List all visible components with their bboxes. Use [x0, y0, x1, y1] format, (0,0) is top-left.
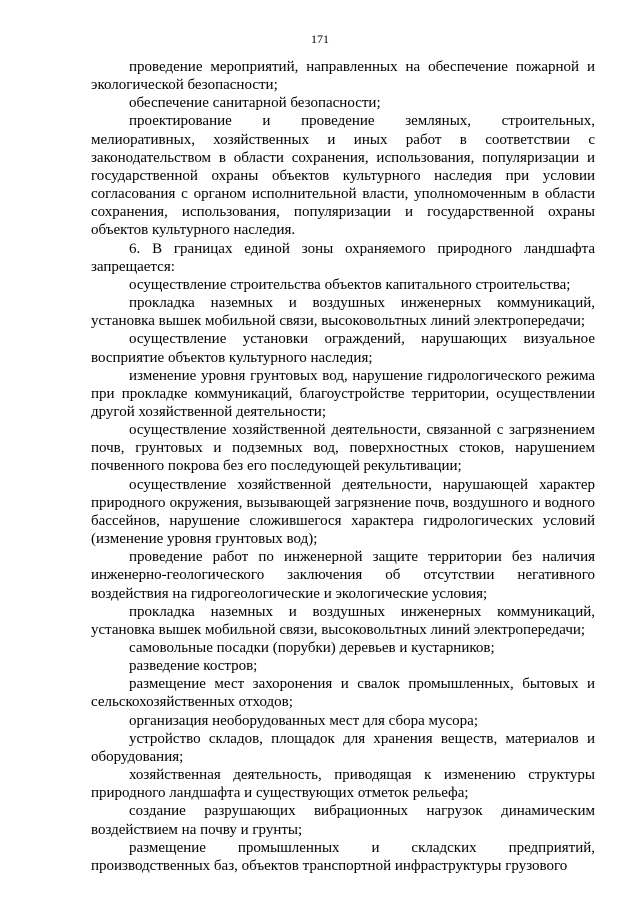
paragraph: прокладка наземных и воздушных инженерных коммуникаций, установка вышек мобильной связи, высоковольтных линий электропередачи;	[91, 295, 595, 330]
paragraph: размещение промышленных и складских предприятий, производственных баз, объектов транспортной инфраструктуры грузового	[91, 839, 595, 874]
paragraph: 6. В границах единой зоны охраняемого природного ландшафта запрещается:	[91, 240, 595, 275]
paragraph: организация необорудованных мест для сбора мусора;	[129, 712, 478, 729]
paragraph: проведение мероприятий, направленных на обеспечение пожарной и экологической безопасности;	[91, 59, 595, 94]
paragraph: прокладка наземных и воздушных инженерных коммуникаций, установка вышек мобильной связи, высоковольтных линий электропередачи;	[91, 603, 595, 638]
paragraph: осуществление хозяйственной деятельности, связанной с загрязнением почв, грунтовых и подземных вод, поверхностных стоков, нарушением почвенного покрова без его последующей рекультивации;	[91, 422, 595, 475]
paragraph: разведение костров;	[129, 658, 258, 675]
paragraph: осуществление строительства объектов капитального строительства;	[129, 276, 571, 293]
paragraph: проектирование и проведение земляных, строительных, мелиоративных, хозяйственных и иных работ в соответствии с законодательством в области сохранения, использования, популяризации и государственной охраны объектов культурного наследия при условии согласования с органом исполнительной власти, уполномоченным в области сохранения, использования, популяризации и государственной охраны объектов культурного наследия.	[91, 113, 595, 239]
paragraph: создание разрушающих вибрационных нагрузок динамическим воздействием на почву и грунты;	[91, 803, 595, 838]
paragraph: изменение уровня грунтовых вод, нарушение гидрологического режима при прокладке коммуникаций, благоустройстве территории, осуществлении другой хозяйственной деятельности;	[91, 367, 595, 420]
paragraph: проведение работ по инженерной защите территории без наличия инженерно-геологического заключения об отсутствии негативного воздействия на гидрогеологические и экологические условия;	[91, 549, 595, 602]
paragraph: обеспечение санитарной безопасности;	[129, 95, 381, 112]
document-body	[91, 58, 595, 875]
paragraph: осуществление установки ограждений, нарушающих визуальное восприятие объектов культурного наследия;	[91, 331, 595, 366]
page-number: 171	[311, 32, 329, 46]
paragraph: осуществление хозяйственной деятельности, нарушающей характер природного окружения, вызывающей загрязнение почв, воздушного и водного бассейнов, нарушение сложившегося характера гидрологических условий (изменение уровня грунтовых вод);	[91, 476, 595, 548]
paragraph: хозяйственная деятельность, приводящая к изменению структуры природного ландшафта и существующих отметок рельефа;	[91, 767, 595, 802]
paragraph: размещение мест захоронения и свалок промышленных, бытовых и сельскохозяйственных отходов;	[91, 676, 595, 711]
paragraph: устройство складов, площадок для хранения веществ, материалов и оборудования;	[91, 730, 595, 765]
paragraph: самовольные посадки (порубки) деревьев и кустарников;	[129, 640, 495, 656]
